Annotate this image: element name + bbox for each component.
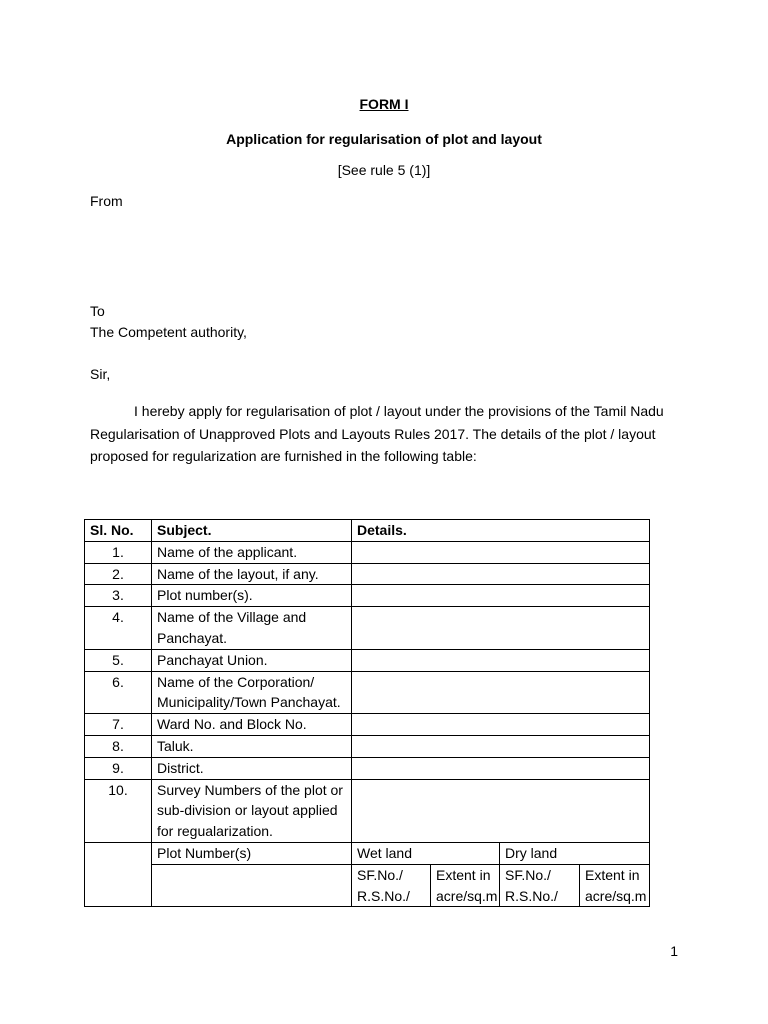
row-details-cell[interactable] (352, 671, 650, 714)
row-subject: Ward No. and Block No. (152, 714, 352, 736)
table-row (85, 671, 650, 714)
wet-sf-no-label: SF.No./ R.S.No./ (352, 864, 431, 907)
row-details-cell[interactable] (352, 779, 650, 842)
table-row (85, 649, 650, 671)
land-header-row (85, 842, 650, 864)
row-subject: Plot number(s). (152, 585, 352, 607)
row-details-cell[interactable] (352, 735, 650, 757)
row-sl-no: 1. (85, 541, 152, 563)
page-number: 1 (670, 943, 678, 959)
table-row (85, 714, 650, 736)
row-sl-no: 7. (85, 714, 152, 736)
table-row (85, 779, 650, 842)
rule-reference: [See rule 5 (1)] (337, 162, 431, 178)
table-row (85, 541, 650, 563)
row-subject: Taluk. (152, 735, 352, 757)
form-subtitle: Application for regularisation of plot and layout (226, 131, 542, 147)
table-header-row (85, 520, 650, 542)
table-row (85, 585, 650, 607)
header-details: Details. (352, 520, 650, 542)
table-row (85, 563, 650, 585)
table-row (85, 735, 650, 757)
row-details-cell[interactable] (352, 714, 650, 736)
wet-land-label: Wet land (352, 842, 500, 864)
paragraph-text: I hereby apply for regularisation of plot / layout under the provisions of the Tamil Nadu Regularisation of Unapproved Plots and Layouts Rules 2017. The details of the plot / layout proposed for regularization are furnished in the following table: (90, 403, 664, 464)
row-subject: Panchayat Union. (152, 649, 352, 671)
wet-extent-label: Extent in acre/sq.m (431, 864, 500, 907)
row-subject: Name of the Corporation/ Municipality/Town Panchayat. (152, 671, 352, 714)
row-details-cell[interactable] (352, 607, 650, 650)
row-subject: Survey Numbers of the plot or sub-division or layout applied for regualarization. (152, 779, 352, 842)
application-paragraph (90, 400, 680, 468)
row-details-cell[interactable] (352, 541, 650, 563)
salutation: Sir, (90, 366, 111, 382)
row-sl-no: 4. (85, 607, 152, 650)
row-subject: Name of the Village and Panchayat. (152, 607, 352, 650)
sub-table-blank-cell (85, 842, 152, 906)
plot-number-label: Plot Number(s) (152, 842, 352, 864)
dry-sf-no-label: SF.No./ R.S.No./ (500, 864, 580, 907)
table-row (85, 757, 650, 779)
header-sl-no: Sl. No. (85, 520, 152, 542)
header-subject: Subject. (152, 520, 352, 542)
row-sl-no: 8. (85, 735, 152, 757)
row-details-cell[interactable] (352, 649, 650, 671)
row-subject: Name of the layout, if any. (152, 563, 352, 585)
row-subject: Name of the applicant. (152, 541, 352, 563)
row-details-cell[interactable] (352, 757, 650, 779)
plot-number-entry-cell[interactable] (152, 864, 352, 907)
to-label: To (90, 303, 105, 319)
to-authority: The Competent authority, (90, 324, 247, 340)
row-details-cell[interactable] (352, 563, 650, 585)
row-sl-no: 10. (85, 779, 152, 842)
row-sl-no: 9. (85, 757, 152, 779)
from-label: From (90, 193, 123, 209)
details-table (84, 519, 650, 907)
row-sl-no: 5. (85, 649, 152, 671)
row-sl-no: 2. (85, 563, 152, 585)
form-title: FORM I (359, 96, 409, 112)
table-row (85, 607, 650, 650)
row-sl-no: 6. (85, 671, 152, 714)
row-sl-no: 3. (85, 585, 152, 607)
dry-extent-label: Extent in acre/sq.m (580, 864, 650, 907)
dry-land-label: Dry land (500, 842, 650, 864)
land-subheader-row (85, 864, 650, 907)
row-details-cell[interactable] (352, 585, 650, 607)
row-subject: District. (152, 757, 352, 779)
